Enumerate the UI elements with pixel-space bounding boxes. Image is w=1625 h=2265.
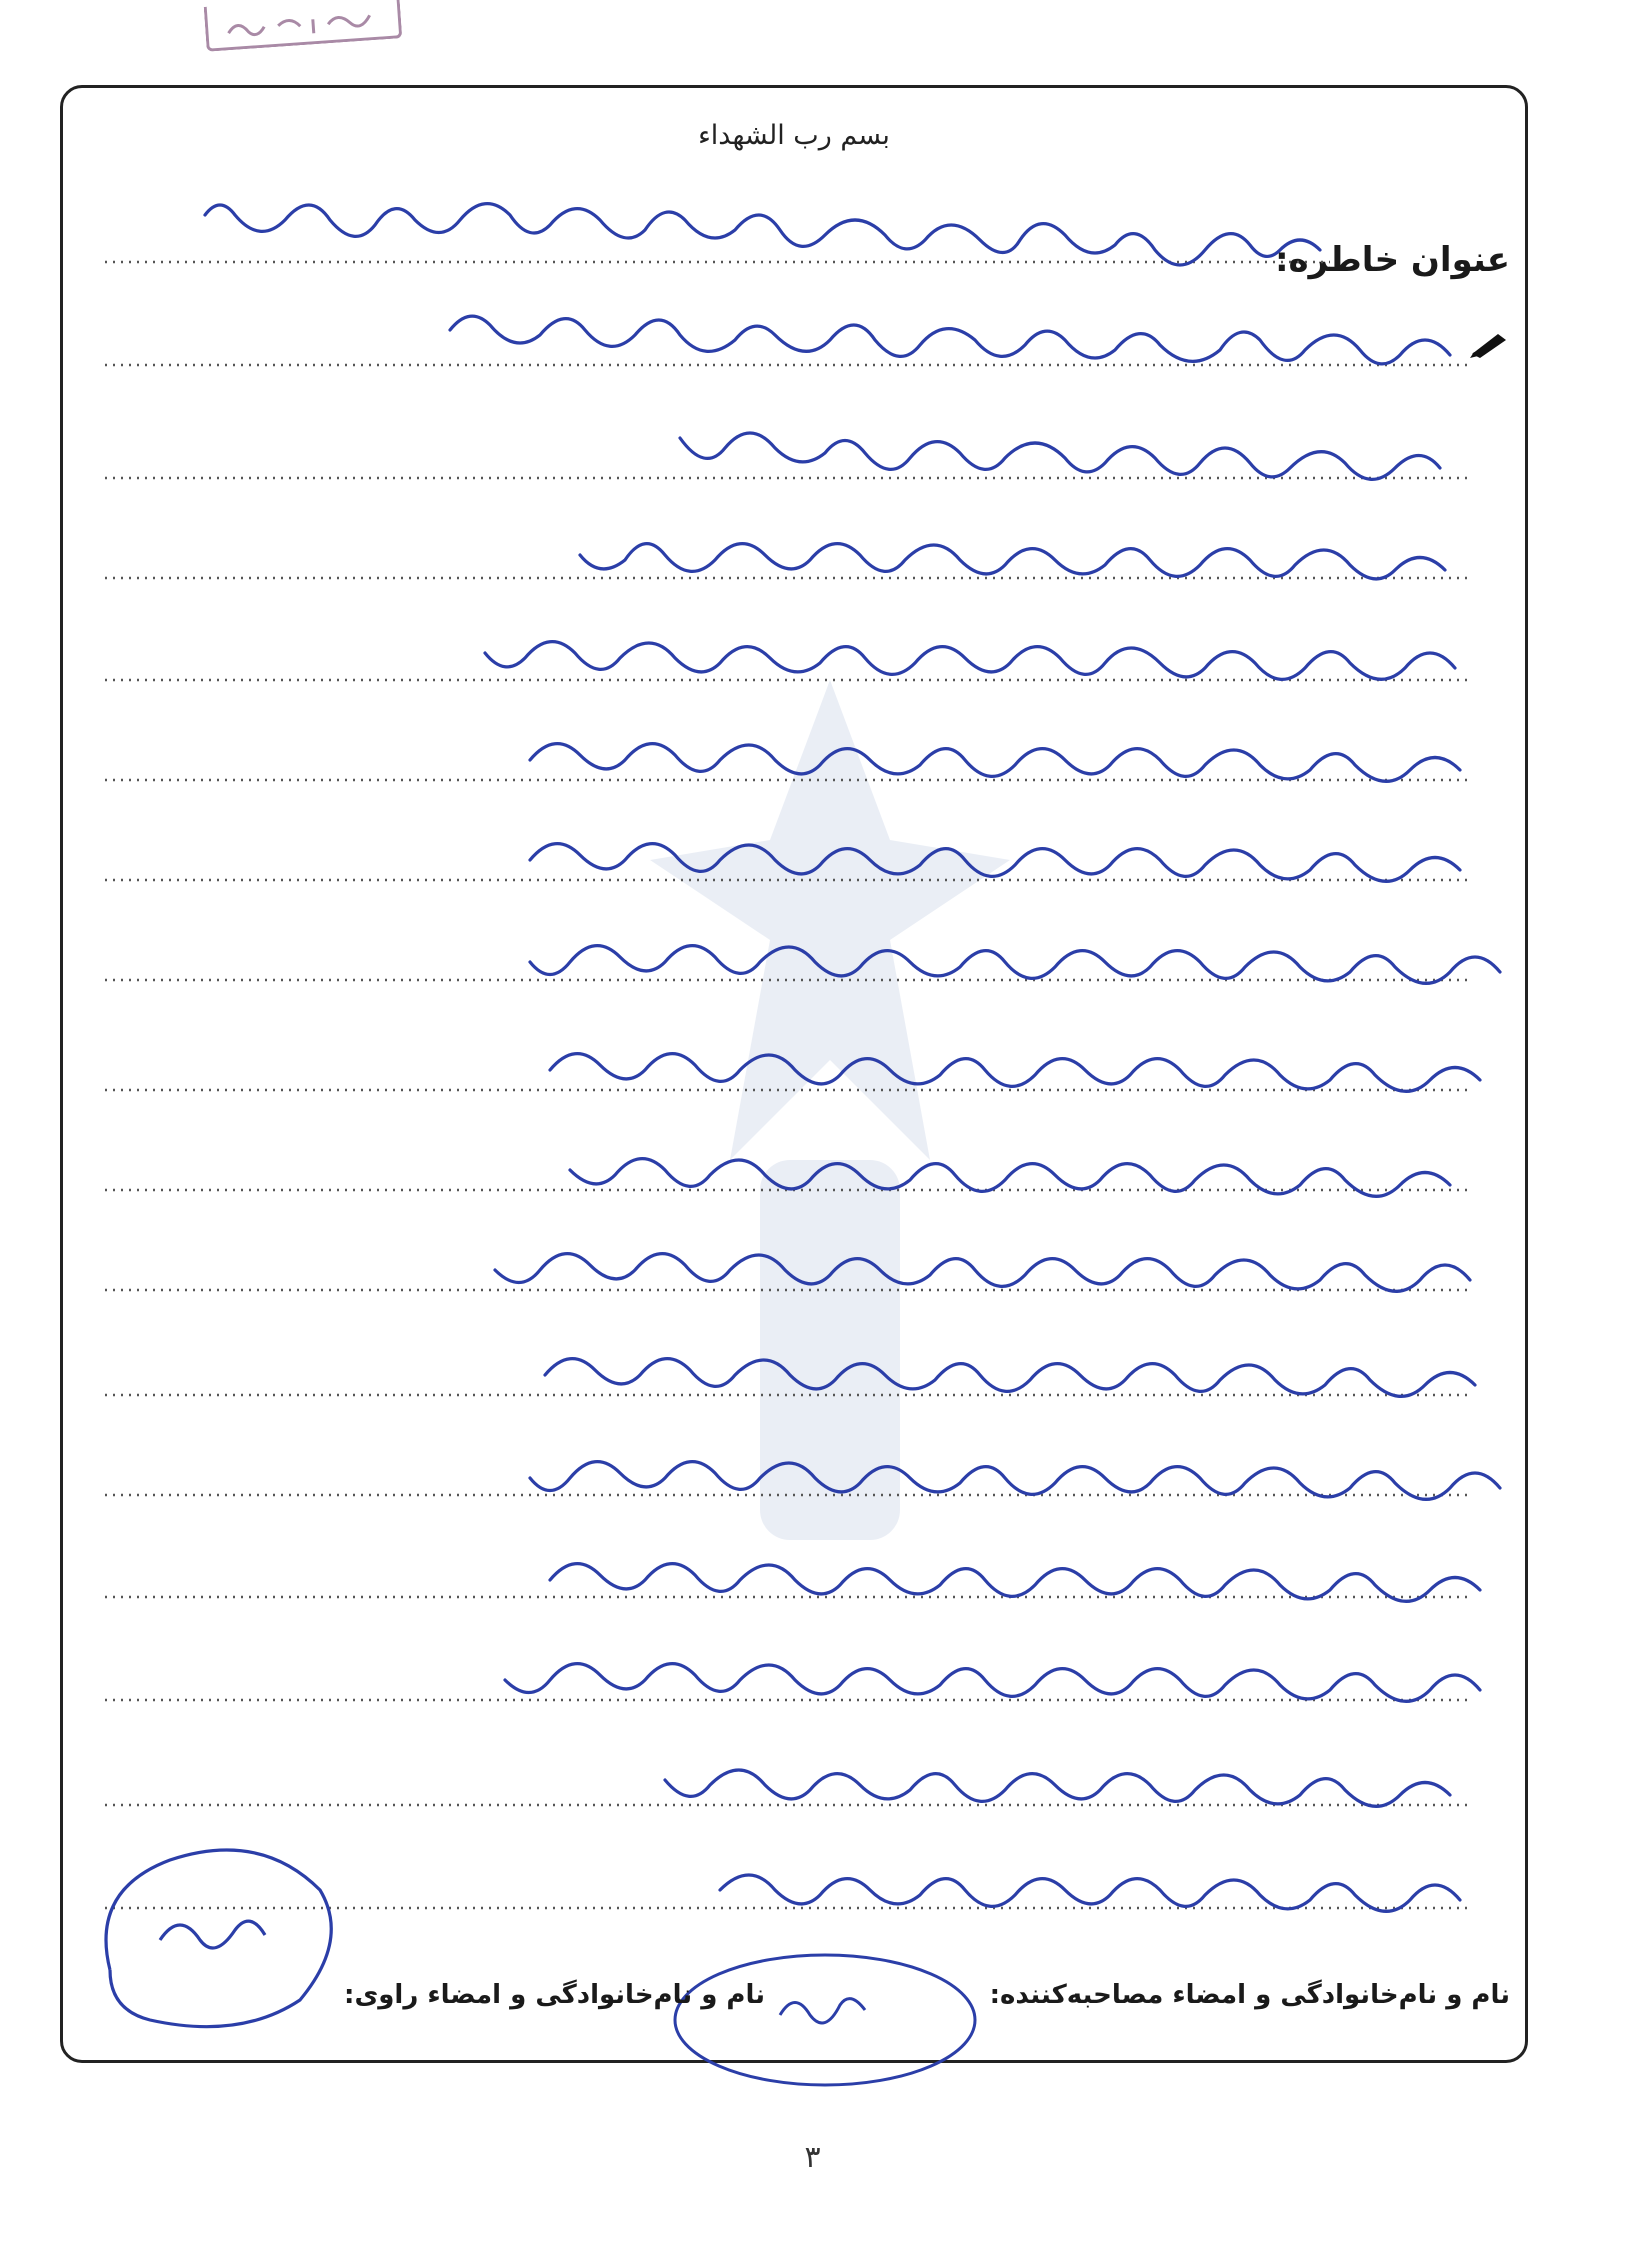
memory-title-label: عنوان خاطره: xyxy=(1274,240,1510,280)
footer-interviewer-label: نام و نام‌خانوادگی و امضاء مصاحبه‌کننده: xyxy=(989,1980,1510,2010)
footer-narrator-label: نام و نام‌خانوادگی و امضاء راوی: xyxy=(344,1980,765,2010)
signature xyxy=(70,1830,340,2030)
signature xyxy=(670,1945,980,2095)
page-header: بسم رب الشهداء xyxy=(698,120,890,151)
page-number: ۳ xyxy=(804,2140,821,2175)
